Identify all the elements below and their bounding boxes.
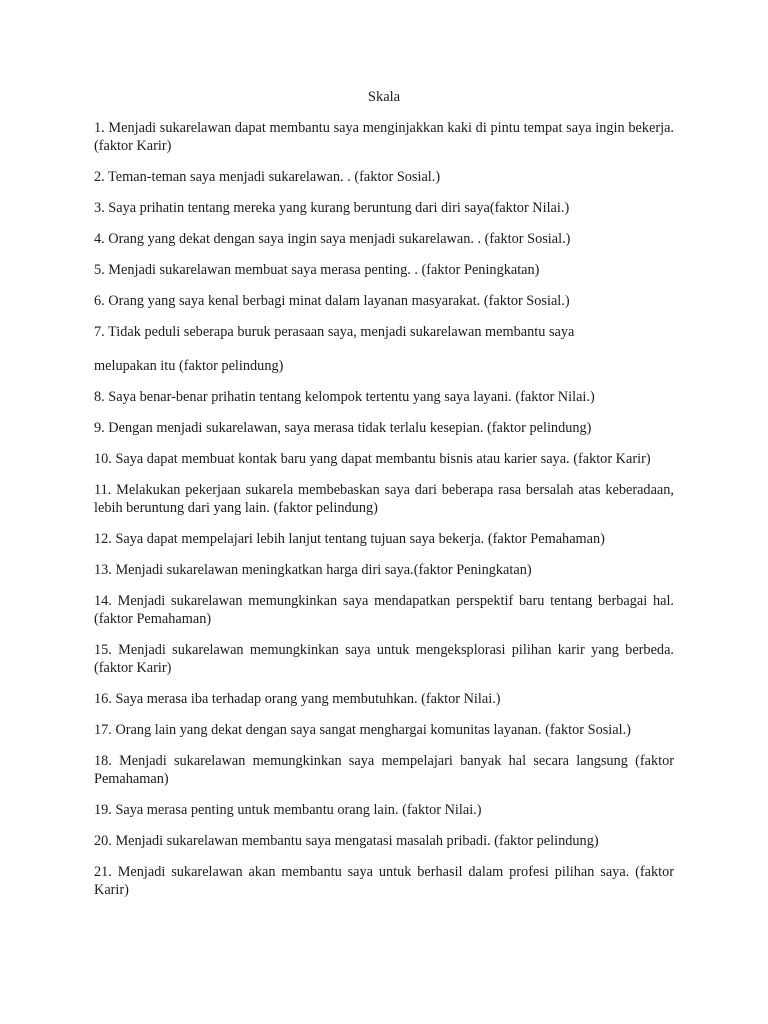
list-item: 5. Menjadi sukarelawan membuat saya merasa penting. . (faktor Peningkatan): [94, 262, 540, 278]
list-item: 11. Melakukan pekerjaan sukarela membebaskan saya dari beberapa rasa bersalah atas keberadaan, lebih beruntung dari yang lain. (faktor pelindung): [94, 482, 674, 516]
page-title: Skala: [367, 89, 401, 105]
list-item: 16. Saya merasa iba terhadap orang yang membutuhkan. (faktor Nilai.): [94, 691, 501, 707]
list-item-continuation: melupakan itu (faktor pelindung): [94, 358, 284, 374]
list-item: 20. Menjadi sukarelawan membantu saya mengatasi masalah pribadi. (faktor pelindung): [94, 833, 599, 849]
list-item: 7. Tidak peduli seberapa buruk perasaan saya, menjadi sukarelawan membantu saya: [94, 324, 575, 340]
document-page: [94, 88, 674, 912]
list-item: 9. Dengan menjadi sukarelawan, saya merasa tidak terlalu kesepian. (faktor pelindung): [94, 420, 592, 436]
list-item: 8. Saya benar-benar prihatin tentang kelompok tertentu yang saya layani. (faktor Nilai.): [94, 389, 595, 405]
list-item: 10. Saya dapat membuat kontak baru yang dapat membantu bisnis atau karier saya. (faktor Karir): [94, 451, 651, 467]
list-item: 15. Menjadi sukarelawan memungkinkan saya untuk mengeksplorasi pilihan karir yang berbeda. (faktor Karir): [94, 642, 674, 676]
list-item: 17. Orang lain yang dekat dengan saya sangat menghargai komunitas layanan. (faktor Sosial.): [94, 722, 631, 738]
list-item: 14. Menjadi sukarelawan memungkinkan saya mendapatkan perspektif baru tentang berbagai hal. (faktor Pemahaman): [94, 593, 674, 627]
list-item: 19. Saya merasa penting untuk membantu orang lain. (faktor Nilai.): [94, 802, 482, 818]
list-item: 21. Menjadi sukarelawan akan membantu saya untuk berhasil dalam profesi pilihan saya. (faktor Karir): [94, 864, 674, 898]
list-item: 4. Orang yang dekat dengan saya ingin saya menjadi sukarelawan. . (faktor Sosial.): [94, 231, 571, 247]
list-item: 6. Orang yang saya kenal berbagi minat dalam layanan masyarakat. (faktor Sosial.): [94, 293, 570, 309]
list-item: 2. Teman-teman saya menjadi sukarelawan. . (faktor Sosial.): [94, 169, 441, 185]
list-item: 13. Menjadi sukarelawan meningkatkan harga diri saya.(faktor Peningkatan): [94, 562, 532, 578]
list-item: 1. Menjadi sukarelawan dapat membantu saya menginjakkan kaki di pintu tempat saya ingin bekerja. (faktor Karir): [94, 120, 674, 154]
list-item: 18. Menjadi sukarelawan memungkinkan saya mempelajari banyak hal secara langsung (faktor Pemahaman): [94, 753, 674, 787]
list-item: 3. Saya prihatin tentang mereka yang kurang beruntung dari diri saya(faktor Nilai.): [94, 200, 570, 216]
list-item: 12. Saya dapat mempelajari lebih lanjut tentang tujuan saya bekerja. (faktor Pemahaman): [94, 531, 605, 547]
